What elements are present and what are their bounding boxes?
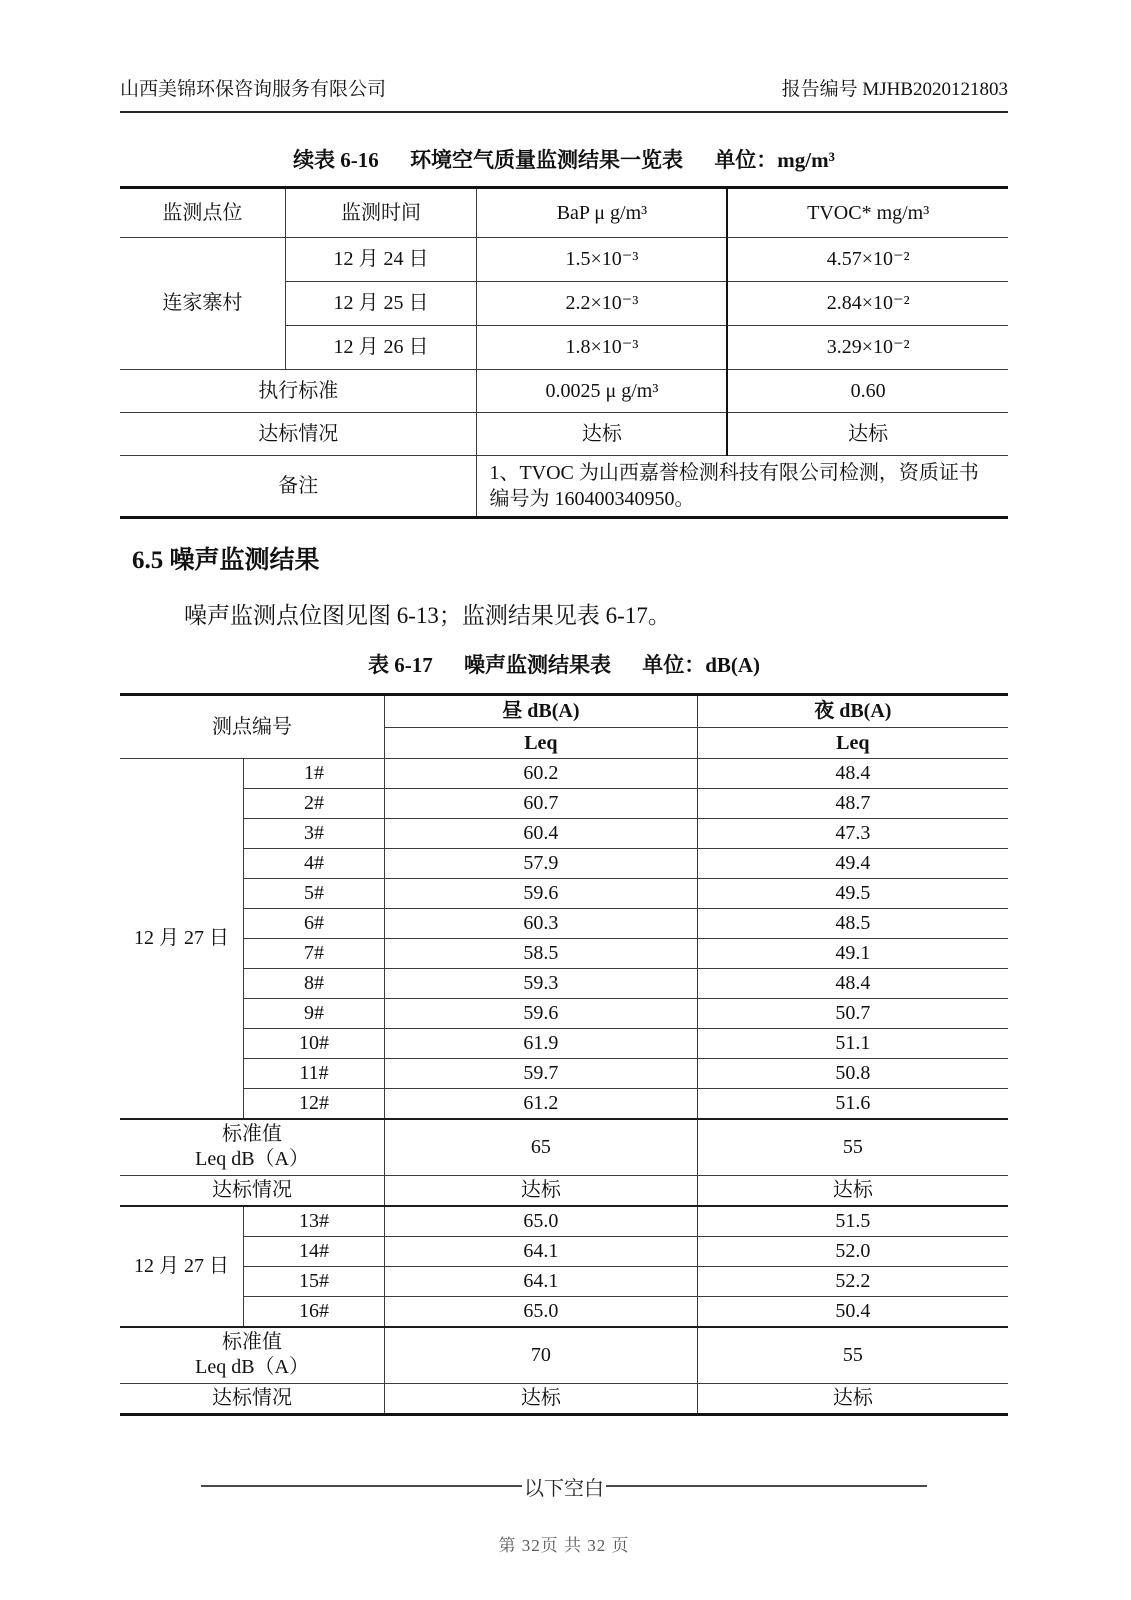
day-leq-value: 59.6: [385, 999, 698, 1029]
col-header-site: 监测点位: [120, 188, 285, 238]
below-blank-text: 以下空白: [524, 1477, 604, 1500]
site-cell: 连家寨村: [120, 238, 285, 370]
col-header-bap: BaP μ g/m³: [477, 188, 727, 238]
col-header-time: 监测时间: [285, 188, 477, 238]
standard-tvoc-cell: 0.60: [727, 370, 1008, 413]
night-leq-value: 51.1: [697, 1029, 1008, 1059]
air-quality-table: [120, 186, 1008, 519]
attainment-tvoc-cell: 达标: [727, 413, 1008, 456]
day-leq-value: 61.9: [385, 1029, 698, 1059]
air-table-title: [120, 147, 1008, 173]
below-blank-divider: [201, 1472, 927, 1501]
night-leq-value: 49.5: [697, 879, 1008, 909]
date-cell: 12 月 25 日: [285, 282, 477, 326]
table-row: [120, 1267, 1008, 1297]
remark-label-cell: 备注: [120, 456, 477, 518]
day-standard-value: 70: [385, 1327, 698, 1383]
point-number-cell: 14#: [243, 1237, 384, 1267]
company-name: 山西美锦环保咨询服务有限公司: [120, 79, 387, 100]
remark-text-cell: 1、TVOC 为山西嘉誉检测科技有限公司检测，资质证书编号为 160400340950。: [477, 456, 1008, 518]
date-cell: 12 月 27 日: [120, 759, 243, 1120]
standard-label-line2: Leq dB（A）: [195, 1356, 309, 1379]
point-number-cell: 5#: [243, 879, 384, 909]
day-standard-value: 65: [385, 1119, 698, 1175]
night-leq-value: 48.4: [697, 759, 1008, 789]
col-header-day: 昼 dB(A): [385, 695, 698, 728]
date-cell: 12 月 27 日: [120, 1206, 243, 1327]
day-leq-value: 57.9: [385, 849, 698, 879]
day-metric-header: Leq: [385, 728, 698, 759]
noise-table-title-prefix: 表 6-17: [367, 653, 433, 677]
air-table-title-text: 环境空气质量监测结果一览表: [410, 148, 684, 172]
standard-label-cell: [120, 1119, 385, 1175]
noise-table-title: [120, 652, 1008, 678]
day-leq-value: 60.2: [385, 759, 698, 789]
noise-table-body: [120, 759, 1008, 1415]
bap-value-cell: 1.8×10⁻³: [477, 326, 727, 370]
night-leq-value: 52.0: [697, 1237, 1008, 1267]
standard-row: [120, 1119, 1008, 1175]
standard-bap-cell: 0.0025 μ g/m³: [477, 370, 727, 413]
night-metric-header: Leq: [697, 728, 1008, 759]
air-table-header-row: [120, 188, 1008, 238]
intro-paragraph: 噪声监测点位图见图 6-13；监测结果见表 6-17。: [184, 603, 671, 628]
point-number-cell: 1#: [243, 759, 384, 789]
col-header-night: 夜 dB(A): [697, 695, 1008, 728]
tvoc-value-cell: 4.57×10⁻²: [727, 238, 1008, 282]
col-header-tvoc: TVOC* mg/m³: [727, 188, 1008, 238]
attainment-label-cell: 达标情况: [120, 1175, 385, 1206]
attainment-row: [120, 1383, 1008, 1414]
table-row: [120, 1237, 1008, 1267]
date-cell: 12 月 26 日: [285, 326, 477, 370]
standard-label-line1: 标准值: [222, 1123, 283, 1146]
table-row: [120, 999, 1008, 1029]
night-leq-value: 47.3: [697, 819, 1008, 849]
day-leq-value: 60.7: [385, 789, 698, 819]
standard-label-line2: Leq dB（A）: [195, 1148, 309, 1171]
day-leq-value: 61.2: [385, 1089, 698, 1120]
table-row: [120, 789, 1008, 819]
day-leq-value: 58.5: [385, 939, 698, 969]
night-leq-value: 52.2: [697, 1267, 1008, 1297]
day-leq-value: 60.3: [385, 909, 698, 939]
table-row: [120, 969, 1008, 999]
tvoc-value-cell: 3.29×10⁻²: [727, 326, 1008, 370]
night-leq-value: 48.4: [697, 969, 1008, 999]
noise-table: [120, 693, 1008, 1416]
point-number-cell: 10#: [243, 1029, 384, 1059]
table-row: [120, 849, 1008, 879]
night-leq-value: 50.8: [697, 1059, 1008, 1089]
standard-label-cell: 执行标准: [120, 370, 477, 413]
attainment-label-cell: 达标情况: [120, 1383, 385, 1414]
table-row: [120, 939, 1008, 969]
air-table-title-unit: 单位：mg/m³: [714, 148, 835, 172]
night-leq-value: 49.4: [697, 849, 1008, 879]
day-leq-value: 60.4: [385, 819, 698, 849]
divider-line-right: [606, 1485, 927, 1487]
table-row: [120, 1297, 1008, 1328]
section-heading: 6.5 噪声监测结果: [132, 547, 320, 574]
night-leq-value: 49.1: [697, 939, 1008, 969]
page-number: 第 32页 共 32 页: [498, 1535, 630, 1555]
point-number-cell: 3#: [243, 819, 384, 849]
point-number-cell: 4#: [243, 849, 384, 879]
attainment-label-cell: 达标情况: [120, 413, 477, 456]
point-number-cell: 9#: [243, 999, 384, 1029]
day-leq-value: 59.6: [385, 879, 698, 909]
night-leq-value: 48.7: [697, 789, 1008, 819]
day-attainment-value: 达标: [385, 1175, 698, 1206]
point-number-cell: 11#: [243, 1059, 384, 1089]
table-row: [120, 819, 1008, 849]
day-leq-value: 64.1: [385, 1267, 698, 1297]
night-standard-value: 55: [697, 1119, 1008, 1175]
standard-row: [120, 370, 1008, 413]
day-leq-value: 65.0: [385, 1206, 698, 1237]
date-cell: 12 月 24 日: [285, 238, 477, 282]
attainment-bap-cell: 达标: [477, 413, 727, 456]
night-leq-value: 48.5: [697, 909, 1008, 939]
air-table-title-prefix: 续表 6-16: [293, 148, 379, 172]
night-leq-value: 50.4: [697, 1297, 1008, 1328]
report-number: 报告编号 MJHB2020121803: [781, 79, 1008, 100]
running-header: [120, 78, 1008, 113]
divider-line-left: [201, 1485, 522, 1487]
standard-row: [120, 1327, 1008, 1383]
table-row: [120, 1059, 1008, 1089]
table-row: [120, 759, 1008, 789]
point-number-cell: 2#: [243, 789, 384, 819]
point-number-cell: 8#: [243, 969, 384, 999]
bap-value-cell: 1.5×10⁻³: [477, 238, 727, 282]
table-row: [120, 1206, 1008, 1237]
day-leq-value: 59.3: [385, 969, 698, 999]
standard-label-cell: [120, 1327, 385, 1383]
bap-value-cell: 2.2×10⁻³: [477, 282, 727, 326]
night-leq-value: 51.6: [697, 1089, 1008, 1120]
point-number-cell: 15#: [243, 1267, 384, 1297]
night-standard-value: 55: [697, 1327, 1008, 1383]
table-row: [120, 909, 1008, 939]
noise-table-title-unit: 单位：dB(A): [642, 653, 761, 677]
day-leq-value: 64.1: [385, 1237, 698, 1267]
attainment-row: [120, 413, 1008, 456]
night-attainment-value: 达标: [697, 1383, 1008, 1414]
day-leq-value: 59.7: [385, 1059, 698, 1089]
remark-row: [120, 456, 1008, 518]
point-number-cell: 6#: [243, 909, 384, 939]
table-row: [120, 238, 1008, 282]
table-row: [120, 1029, 1008, 1059]
point-number-cell: 13#: [243, 1206, 384, 1237]
table-row: [120, 1089, 1008, 1120]
noise-header-row-1: [120, 695, 1008, 728]
table-row: [120, 879, 1008, 909]
point-number-cell: 12#: [243, 1089, 384, 1120]
day-leq-value: 65.0: [385, 1297, 698, 1328]
night-attainment-value: 达标: [697, 1175, 1008, 1206]
night-leq-value: 50.7: [697, 999, 1008, 1029]
point-number-cell: 16#: [243, 1297, 384, 1328]
point-number-cell: 7#: [243, 939, 384, 969]
night-leq-value: 51.5: [697, 1206, 1008, 1237]
standard-label-line1: 标准值: [222, 1331, 283, 1354]
tvoc-value-cell: 2.84×10⁻²: [727, 282, 1008, 326]
noise-table-title-text: 噪声监测结果表: [463, 653, 611, 677]
col-header-point: 测点编号: [120, 695, 385, 759]
day-attainment-value: 达标: [385, 1383, 698, 1414]
attainment-row: [120, 1175, 1008, 1206]
